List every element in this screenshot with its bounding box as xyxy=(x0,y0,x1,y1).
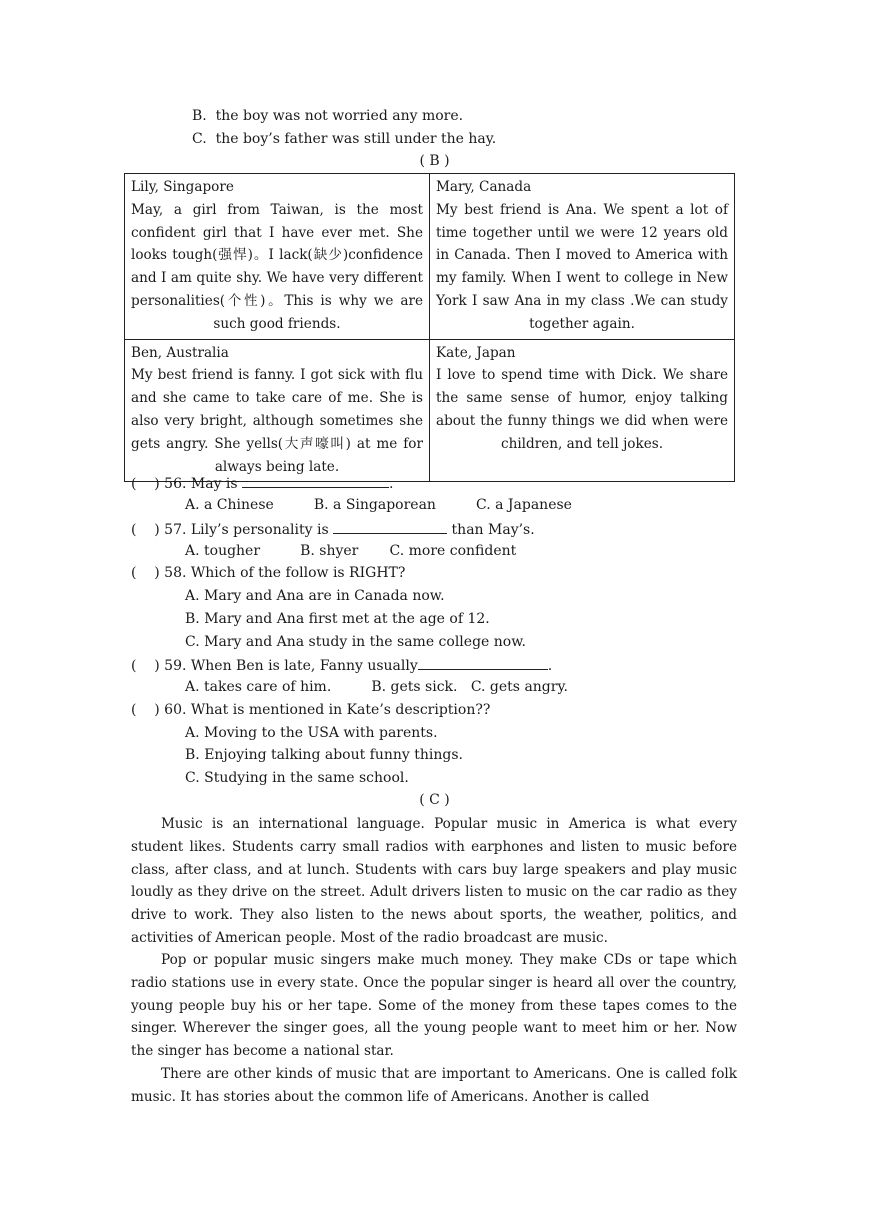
question-60-option-a: A. Moving to the USA with parents. xyxy=(185,725,438,741)
cell-kate xyxy=(430,339,735,482)
question-56-stem: ( ) 56. May is xyxy=(131,476,243,492)
question-56-end: . xyxy=(389,476,394,492)
question-56-options: A. a Chinese B. a Singaporean C. a Japanese xyxy=(185,497,572,513)
question-59-stem: ( ) 59. When Ben is late, Fanny usually xyxy=(131,658,418,674)
cell-kate-head: Kate, Japan xyxy=(436,344,516,361)
cell-mary-body: My best friend is Ana. We spent a lot of time together until we were 12 years old in Canada. Then I moved to America with my family. When I went to college in New York I saw Ana in my class .We can study together again. xyxy=(436,201,728,332)
cell-ben-head: Ben, Australia xyxy=(131,344,229,361)
passage-b-table xyxy=(124,173,735,482)
option-c-prev: C. the boy’s father was still under the hay. xyxy=(192,131,497,147)
question-57-end: than May’s. xyxy=(447,522,535,538)
cell-lily xyxy=(125,174,430,340)
question-57-options: A. tougher B. shyer C. more confident xyxy=(185,543,517,559)
question-57 xyxy=(131,518,535,540)
question-59-end: . xyxy=(547,658,553,674)
question-58-option-c: C. Mary and Ana study in the same college now. xyxy=(185,634,526,650)
question-59-options: A. takes care of him. B. gets sick. C. gets angry. xyxy=(185,679,568,695)
cell-ben-body: My best friend is fanny. I got sick with flu and she came to take care of me. She is also very bright, although sometimes she gets angry. She yells(大声嚎叫) at me for always being late. xyxy=(131,367,423,475)
section-b-heading: ( B ) xyxy=(419,153,450,169)
question-58-option-b: B. Mary and Ana first met at the age of 12. xyxy=(185,611,490,627)
cell-lily-head: Lily, Singapore xyxy=(131,179,234,195)
answer-blank-57[interactable] xyxy=(333,518,447,534)
question-60-stem: ( ) 60. What is mentioned in Kate’s description?? xyxy=(131,702,491,718)
question-60-option-c: C. Studying in the same school. xyxy=(185,770,409,786)
section-c-heading: ( C ) xyxy=(419,792,450,808)
question-56 xyxy=(131,472,394,494)
answer-blank-56[interactable] xyxy=(242,472,389,488)
paragraph-c-1: Music is an international language. Popular music in America is what every student likes. Students carry small radios with earphones and listen to music before class, after class, and at lunch. Students with cars buy large speakers and play music loudly as they drive on the street. Adult drivers listen to music on the car radio as they drive to work. They also listen to the news about sports, the weather, politics, and activities of American people. Most of the radio broadcast are music. xyxy=(131,816,737,946)
question-59 xyxy=(131,654,552,676)
question-58-option-a: A. Mary and Ana are in Canada now. xyxy=(185,588,445,604)
paragraph-c-2: Pop or popular music singers make much money. They make CDs or tape which radio stations use in every state. Once the popular singer is heard all over the country, young people buy his or her tape. Some of the money from these tapes comes to the singer. Wherever the singer goes, all the young people want to meet him or her. Now the singer has become a national star. xyxy=(131,952,737,1060)
question-60-option-b: B. Enjoying talking about funny things. xyxy=(185,747,464,763)
option-b-prev: B. the boy was not worried any more. xyxy=(192,108,464,124)
question-58-stem: ( ) 58. Which of the follow is RIGHT? xyxy=(131,565,406,581)
cell-lily-body: May, a girl from Taiwan, is the most confident girl that I have ever met. She looks tough(强悍)。I lack(缺少)confidence and I am quite shy. We have very different personalities(个性)。This is why we are such good friends. xyxy=(131,201,423,332)
question-57-stem: ( ) 57. Lily’s personality is xyxy=(131,522,334,538)
paragraph-c-3: There are other kinds of music that are important to Americans. One is called folk music. It has stories about the common life of Americans. Another is called xyxy=(131,1066,737,1105)
cell-mary-head: Mary, Canada xyxy=(436,179,532,195)
cell-mary xyxy=(430,174,735,340)
cell-kate-body: I love to spend time with Dick. We share the same sense of humor, enjoy talking about the funny things we did when were children, and tell jokes. xyxy=(436,367,728,452)
answer-blank-59[interactable] xyxy=(418,654,548,670)
cell-ben xyxy=(125,339,430,482)
